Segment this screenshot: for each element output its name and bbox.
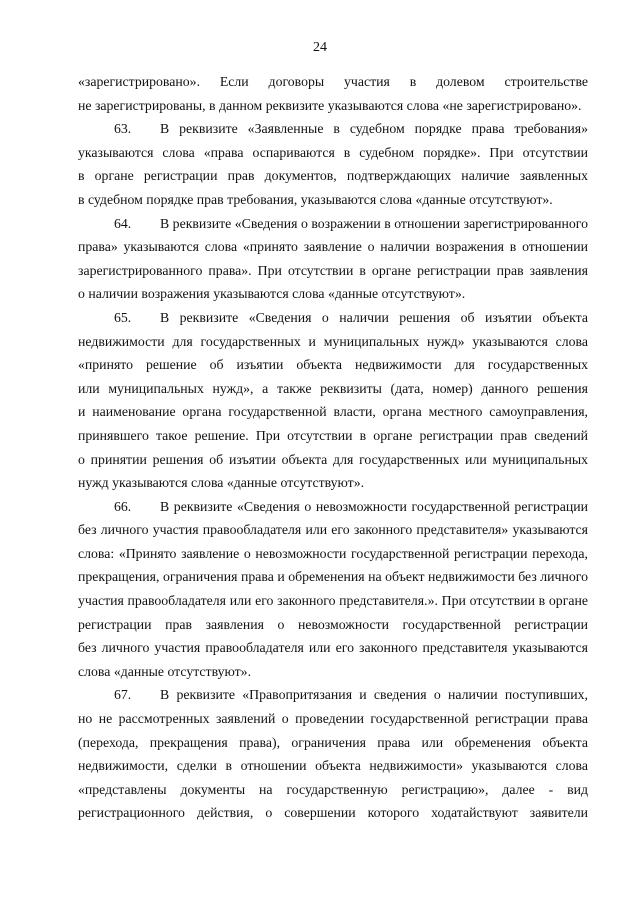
- line-text: нужд указываются слова «данные отсутствуют».: [78, 475, 365, 491]
- line-text: принявшего такое решение. При отсутствии в органе регистрации прав сведений: [78, 427, 588, 443]
- line-text: «принято решение об изъятии объекта недвижимости для государственных: [78, 357, 588, 373]
- text-line: [78, 589, 588, 613]
- text-line: [78, 636, 588, 660]
- line-text: слова: «Принято заявление о невозможности государственной регистрации перехода,: [78, 545, 588, 561]
- clause-number: 64.: [114, 215, 132, 231]
- text-line: [78, 70, 588, 94]
- text-line: [78, 424, 588, 448]
- line-text: не зарегистрированы, в данном реквизите указываются слова «не зарегистрировано».: [78, 97, 582, 113]
- line-text: участия правообладателя или его законного представителя.». При отсутствии в органе: [78, 593, 588, 609]
- line-text: В реквизите «Заявленные в судебном порядке права требования»: [160, 121, 588, 137]
- line-text: в органе регистрации прав документов, подтверждающих наличие заявленных: [78, 168, 588, 184]
- line-text: В реквизите «Сведения о невозможности государственной регистрации: [160, 498, 588, 514]
- line-text: или муниципальных нужд», а также реквизиты (дата, номер) данного решения: [78, 380, 588, 396]
- line-text: недвижимости, сделки в отношении объекта недвижимости» указываются слова: [78, 758, 588, 774]
- text-line: [78, 164, 588, 188]
- text-line: [78, 495, 588, 519]
- line-text: и наименование органа государственной власти, органа местного самоуправления,: [78, 404, 588, 420]
- text-line: [78, 801, 588, 825]
- line-text: без личного участия правообладателя или его законного представителя» указываются: [78, 522, 588, 538]
- text-line: [78, 377, 588, 401]
- text-line: [78, 613, 588, 637]
- line-text: права» указываются слова «принято заявление о наличии возражения в отношении: [78, 239, 588, 255]
- clause-number: 65.: [114, 309, 132, 325]
- document-body: [78, 70, 588, 825]
- page-number: 24: [313, 40, 327, 55]
- line-text: указываются слова «права оспариваются в судебном порядке». При отсутствии: [78, 144, 588, 160]
- line-text: в судебном порядке прав требования, указываются слова «данные отсутствуют».: [78, 191, 553, 207]
- line-text: слова «данные отсутствуют».: [78, 663, 252, 679]
- text-line: [78, 778, 588, 802]
- line-text: без личного участия правообладателя или его законного представителя указываются: [78, 640, 588, 656]
- line-text: но не рассмотренных заявлений о проведении государственной регистрации права: [78, 711, 588, 727]
- text-line: [78, 754, 588, 778]
- line-text: В реквизите «Сведения о наличии решения об изъятии объекта: [160, 309, 588, 325]
- text-line: [78, 707, 588, 731]
- text-line: [78, 141, 588, 165]
- text-line: [78, 282, 588, 306]
- text-line: [78, 565, 588, 589]
- text-line: [78, 518, 588, 542]
- clause-number: 67.: [114, 687, 132, 703]
- text-line: [78, 259, 588, 283]
- text-line: [78, 117, 588, 141]
- text-line: [78, 235, 588, 259]
- text-line: [78, 542, 588, 566]
- line-text: В реквизите «Правопритязания и сведения о наличии поступивших,: [160, 687, 588, 703]
- line-text: «представлены документы на государственную регистрацию», далее - вид: [78, 781, 588, 797]
- text-line: [78, 306, 588, 330]
- text-line: [78, 330, 588, 354]
- text-line: [78, 353, 588, 377]
- line-text: о наличии возражения указываются слова «данные отсутствуют».: [78, 286, 466, 302]
- line-text: (перехода, прекращения права), ограничения права или обременения объекта: [78, 734, 588, 750]
- text-line: [78, 94, 588, 118]
- text-line: [78, 683, 588, 707]
- line-text: о принятии решения об изъятии объекта для государственных или муниципальных: [78, 451, 588, 467]
- line-text: прекращения, ограничения права и обременения на объект недвижимости без личного: [78, 569, 588, 585]
- line-text: «зарегистрировано». Если договоры участия в долевом строительстве: [78, 74, 588, 89]
- text-line: [78, 188, 588, 212]
- text-line: [78, 400, 588, 424]
- text-line: [78, 212, 588, 236]
- line-text: регистрации прав заявления о невозможности государственной регистрации: [78, 616, 588, 632]
- line-text: зарегистрированного права». При отсутствии в органе регистрации прав заявления: [78, 262, 588, 278]
- clause-number: 66.: [114, 498, 132, 514]
- text-line: [78, 448, 588, 472]
- line-text: регистрационного действия, о совершении которого ходатайствуют заявители: [78, 805, 588, 821]
- clause-number: 63.: [114, 121, 132, 137]
- line-text: В реквизите «Сведения о возражении в отношении зарегистрированного: [160, 215, 588, 231]
- text-line: [78, 471, 588, 495]
- line-text: недвижимости для государственных и муниципальных нужд» указываются слова: [78, 333, 588, 349]
- text-line: [78, 731, 588, 755]
- text-line: [78, 660, 588, 684]
